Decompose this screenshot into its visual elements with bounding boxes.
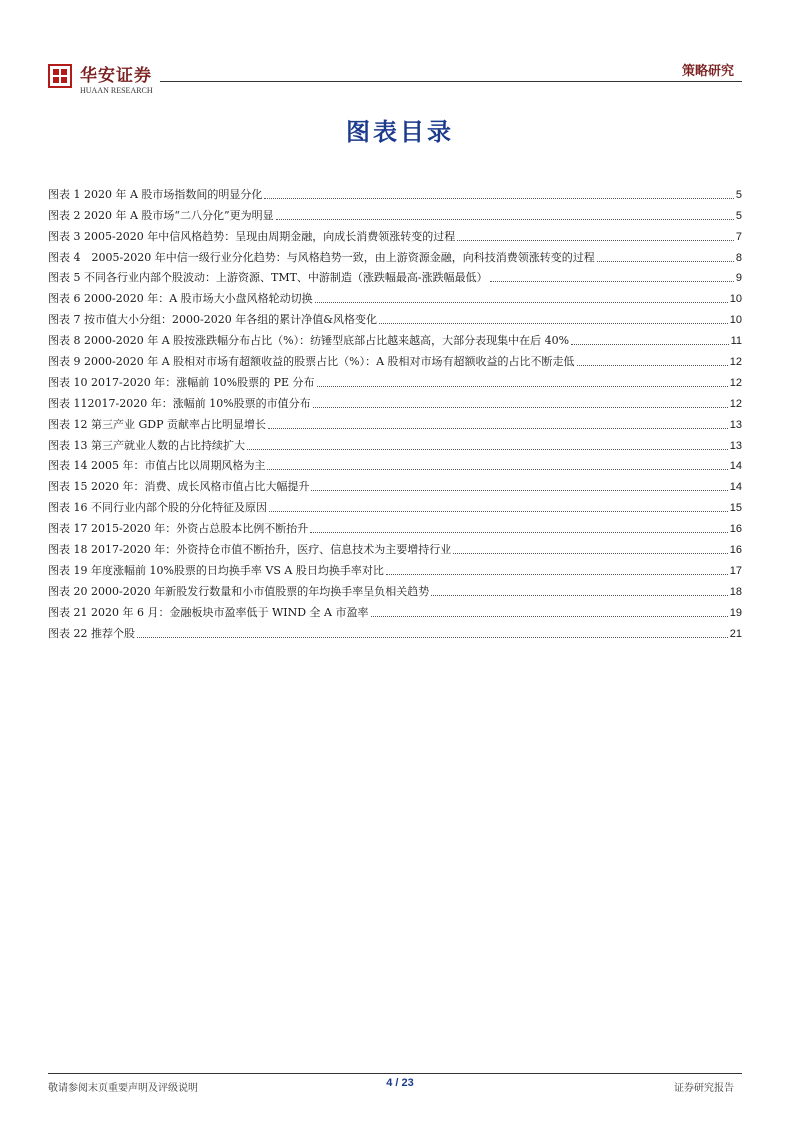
toc-entry[interactable] [48,202,742,223]
footer-disclaimer: 敬请参阅末页重要声明及评级说明 [48,1083,198,1094]
report-category: 策略研究 [681,64,734,79]
toc-entry-page: 9 [735,272,742,285]
brand-name: 华安证券 [80,66,152,86]
toc-entry-title: 图表 5 不同各行业内部个股波动：上游资源、TMT、中游制造（涨跌幅最高-涨跌幅最低） [48,271,488,285]
toc-entry-page: 18 [729,585,742,598]
toc-entry-title: 图表 14 2005 年：市值占比以周期风格为主 [48,459,266,473]
toc-entry-title: 图表 15 2020 年：消费、成长风格市值占比大幅提升 [48,480,310,494]
toc-leader-dots [268,428,728,429]
toc-entry-title: 图表 12 第三产业 GDP 贡献率占比明显增长 [48,417,266,431]
toc-entry-page: 12 [729,397,742,410]
toc-entry-page: 12 [729,376,742,389]
toc-entry-page: 15 [729,502,742,515]
toc-leader-dots [490,281,734,282]
toc-entry[interactable] [48,599,742,620]
toc-entry-title: 图表 8 2000-2020 年 A 股按涨跌幅分布占比（%）：纺锤型底部占比越来越高，大部分表现集中在后 40% [48,334,570,348]
huaan-logo-icon [48,64,72,88]
toc-entry-title: 图表 1 2020 年 A 股市场指数间的明显分化 [48,187,263,201]
footer-divider [48,1073,742,1074]
toc-entry-page: 21 [729,627,742,640]
toc-entry-title: 图表 19 年度涨幅前 10%股票的日均换手率 VS A 股日均换手率对比 [48,563,384,577]
toc-entry-page: 8 [735,251,742,264]
toc-leader-dots [597,261,734,262]
toc-entry-page: 14 [729,460,742,473]
toc-entry[interactable] [48,473,742,494]
toc-entry-page: 7 [735,230,742,243]
toc-entry[interactable] [48,432,742,453]
toc-leader-dots [457,240,734,241]
toc-leader-dots [315,302,728,303]
toc-entry[interactable] [48,536,742,557]
page-title: 图表目录 [346,117,454,146]
toc-entry[interactable] [48,411,742,432]
toc-entry-page: 5 [735,209,742,222]
toc-leader-dots [310,532,728,533]
toc-leader-dots [453,553,728,554]
toc-entry[interactable] [48,348,742,369]
toc-entry-page: 12 [729,356,742,369]
toc-entry-title: 图表 112017-2020 年：涨幅前 10%股票的市值分布 [48,396,311,410]
toc-entry-title: 图表 16 不同行业内部个股的分化特征及原因 [48,501,267,515]
toc-entry[interactable] [48,285,742,306]
toc-entry[interactable] [48,557,742,578]
toc-entry-title: 图表 3 2005-2020 年中信风格趋势：呈现由周期金融，向成长消费领涨转变的过程 [48,229,456,243]
toc-leader-dots [313,407,728,408]
toc-entry-title: 图表 7 按市值大小分组：2000-2020 年各组的累计净值&风格变化 [48,313,377,327]
toc-list [48,181,742,641]
toc-leader-dots [311,490,727,491]
toc-leader-dots [386,574,728,575]
page-number: 4 / 23 [386,1077,414,1089]
header-divider [160,81,742,82]
toc-entry-page: 19 [729,606,742,619]
toc-entry[interactable] [48,515,742,536]
toc-entry[interactable] [48,494,742,515]
toc-leader-dots [371,616,728,617]
toc-leader-dots [269,511,728,512]
toc-leader-dots [431,595,728,596]
toc-entry[interactable] [48,369,742,390]
toc-entry-title: 图表 2 2020 年 A 股市场“二八分化”更为明显 [48,208,274,222]
toc-entry-title: 图表 10 2017-2020 年：涨幅前 10%股票的 PE 分布 [48,375,315,389]
footer-doc-type: 证券研究报告 [674,1083,734,1094]
toc-entry[interactable] [48,265,742,286]
toc-entry-title: 图表 9 2000-2020 年 A 股相对市场有超额收益的股票占比（%）：A 股相对市场有超额收益的占比不断走低 [48,355,575,369]
toc-entry-page: 11 [730,335,742,348]
toc-leader-dots [137,637,728,638]
toc-entry-title: 图表 20 2000-2020 年新股发行数量和小市值股票的年均换手率呈负相关趋势 [48,584,430,598]
toc-entry-title: 图表 4 2005-2020 年中信一级行业分化趋势：与风格趋势一致，由上游资源金融，向科技消费领涨转变的过程 [48,250,595,264]
toc-entry[interactable] [48,181,742,202]
toc-entry-page: 16 [729,523,742,536]
toc-entry[interactable] [48,620,742,641]
toc-entry-title: 图表 22 推荐个股 [48,626,135,640]
toc-leader-dots [379,323,728,324]
toc-entry-page: 17 [729,564,742,577]
toc-leader-dots [267,469,727,470]
toc-leader-dots [264,198,733,199]
toc-entry[interactable] [48,390,742,411]
toc-entry-title: 图表 18 2017-2020 年：外资持仓市值不断抬升，医疗、信息技术为主要增持行业 [48,543,452,557]
toc-entry-title: 图表 13 第三产就业人数的占比持续扩大 [48,438,245,452]
toc-entry-page: 14 [729,481,742,494]
toc-entry-page: 10 [729,293,742,306]
toc-entry[interactable] [48,306,742,327]
toc-entry-page: 13 [729,418,742,431]
toc-entry-title: 图表 17 2015-2020 年：外资占总股本比例不断抬升 [48,522,309,536]
toc-leader-dots [577,365,728,366]
toc-entry-title: 图表 21 2020 年 6 月：金融板块市盈率低于 WIND 全 A 市盈率 [48,605,369,619]
toc-entry[interactable] [48,453,742,474]
toc-leader-dots [571,344,729,345]
toc-leader-dots [247,449,728,450]
toc-entry-page: 10 [729,314,742,327]
brand-name-english: HUAAN RESEARCH [80,86,153,95]
toc-leader-dots [276,219,734,220]
toc-entry-page: 16 [729,544,742,557]
toc-entry-page: 13 [729,439,742,452]
toc-entry[interactable] [48,223,742,244]
toc-entry[interactable] [48,578,742,599]
toc-leader-dots [317,386,728,387]
toc-entry-page: 5 [735,188,742,201]
toc-entry[interactable] [48,244,742,265]
toc-entry-title: 图表 6 2000-2020 年：A 股市场大小盘风格轮动切换 [48,292,313,306]
toc-entry[interactable] [48,327,742,348]
